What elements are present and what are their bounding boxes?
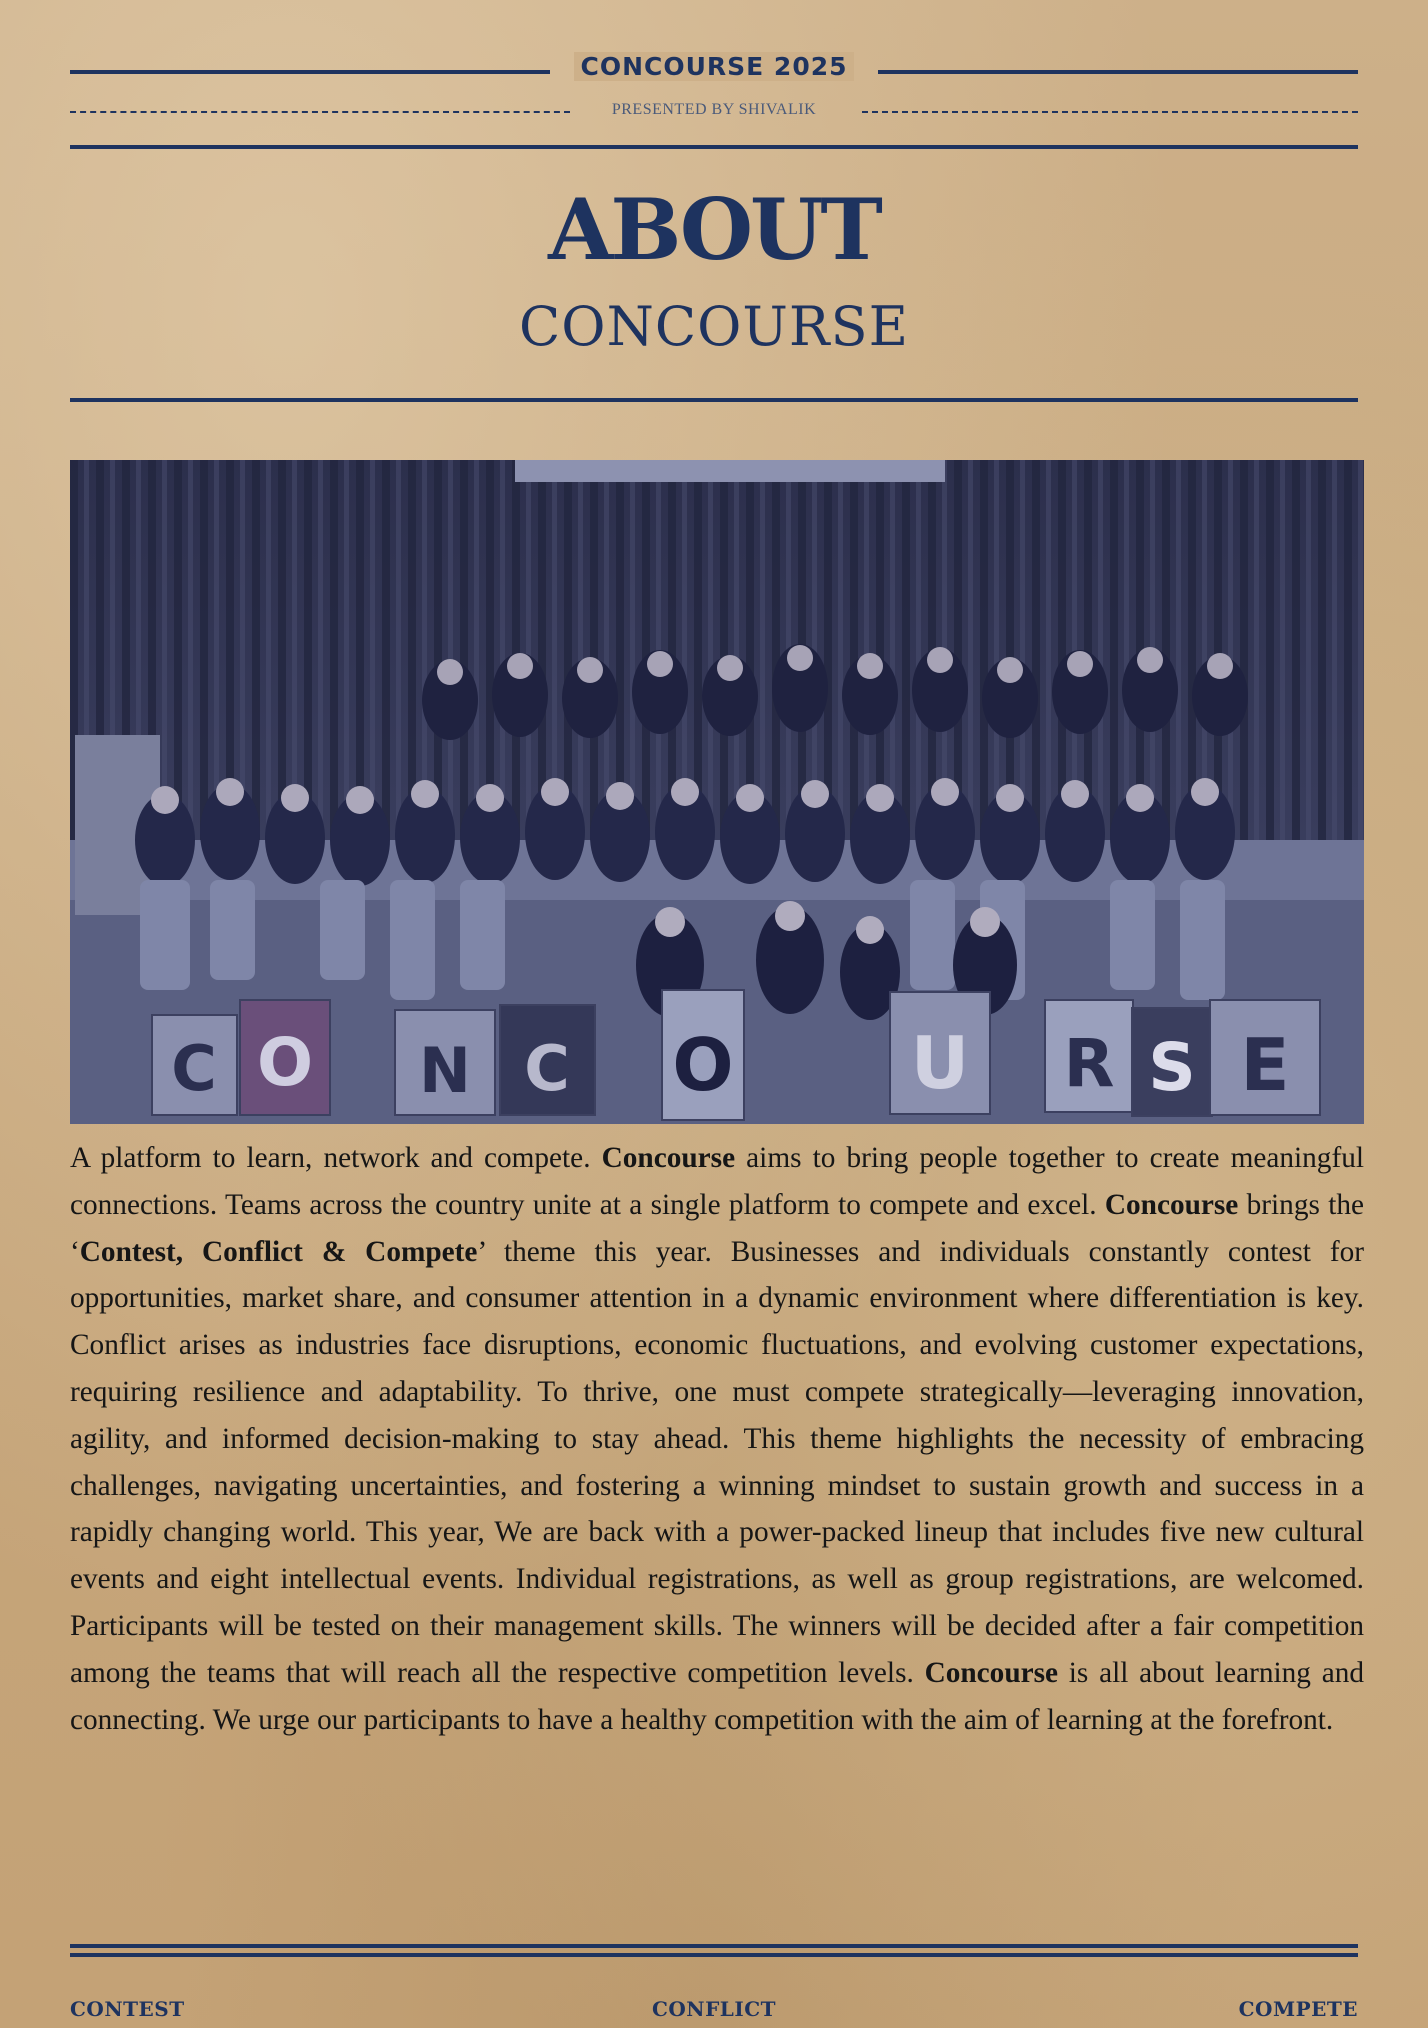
letter-block-label: C (171, 1032, 217, 1105)
letter-block-label: S (1148, 1029, 1196, 1106)
letter-block-label: O (256, 1024, 314, 1101)
letter-block (1132, 1008, 1212, 1116)
letter-block-label: U (910, 1021, 970, 1105)
letter-block (662, 990, 744, 1120)
letter-block (1210, 1000, 1320, 1115)
header-rule-bottom (70, 145, 1358, 149)
about-paragraph: A platform to learn, network and compete. Concourse aims to bring people together to create meaningful connections. Teams across the country unite at a single platform to compete and excel. Concourse brings the ‘Contest, Conflict & Compete’ theme this year. Businesses and individuals constantly contest for opportunities, market share, and consumer attention in a dynamic environment where differentiation is key. Conflict arises as industries face disruptions, economic fluctuations, and evolving customer expectations, requiring resilience and adaptability. To thrive, one must compete strategically—leveraging innovation, agility, and informed decision-making to stay ahead. This theme highlights the necessity of embracing challenges, navigating uncertainties, and fostering a winning mindset to sustain growth and success in a rapidly changing world. This year, We are back with a power-packed lineup that includes five new cultural events and eight intellectual events. Individual registrations, as well as group registrations, are welcomed. Participants will be tested on their management skills. The winners will be decided after a fair competition among the teams that will reach all the respective competition levels. Concourse is all about learning and connecting. We urge our participants to have a healthy competition with the aim of learning at the forefront. (70, 1142, 1365, 1736)
letter-block (152, 1015, 237, 1115)
group-photo (70, 460, 1364, 1124)
letter-block-label: R (1063, 1025, 1115, 1102)
letter-block (890, 992, 990, 1114)
letter-block (240, 1000, 330, 1115)
letter-block (500, 1005, 595, 1115)
footer-contest: CONTEST (70, 1997, 185, 2021)
stage-curtain (70, 460, 1364, 840)
letter-block (1045, 1000, 1133, 1112)
letter-block-label: N (419, 1034, 471, 1107)
footer-compete: COMPETE (1238, 1997, 1358, 2021)
letter-block (395, 1010, 495, 1115)
footer-conflict: CONFLICT (651, 1997, 777, 2021)
letter-block-label: O (672, 1023, 734, 1107)
stage-screen (515, 460, 945, 482)
page-subtitle: CONCOURSE (518, 295, 909, 358)
letter-block-label: C (524, 1032, 570, 1105)
letter-block-label: E (1240, 1023, 1290, 1107)
heading-rule (70, 398, 1358, 402)
group-photo-illustration (70, 460, 1364, 1124)
header-title-text: CONCOURSE 2025 (574, 52, 853, 81)
page-title: ABOUT (548, 180, 880, 279)
stage-floor (70, 840, 1364, 900)
footer-rule-bottom (70, 1953, 1358, 1957)
footer-rule-top (70, 1944, 1358, 1948)
header-subtitle: PRESENTED BY SHIVALIK (611, 101, 817, 118)
letter-blocks (152, 990, 1320, 1120)
header-title (0, 52, 1428, 81)
